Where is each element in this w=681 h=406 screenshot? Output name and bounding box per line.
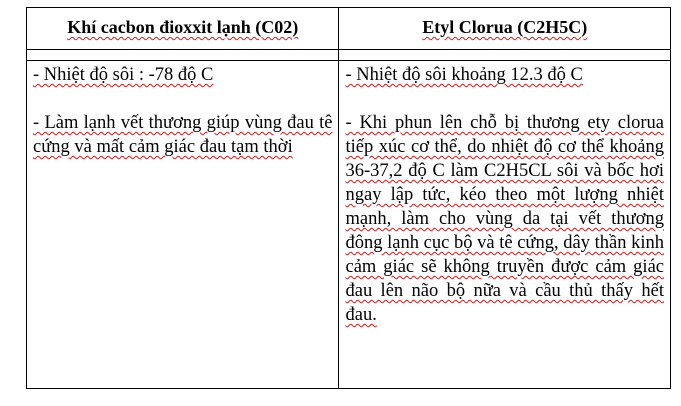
- header-row: [27, 8, 671, 50]
- body-cell-ethyl-chloride: [339, 61, 671, 389]
- paragraph-gap: [345, 87, 664, 111]
- body-cell-co2: [27, 61, 339, 389]
- co2-effect: - Làm lạnh vết thương giúp vùng đau tê cứng và mất cảm giác đau tạm thời: [33, 113, 333, 157]
- spacer-cell-right: [339, 50, 671, 61]
- spacer-cell-left: [27, 50, 339, 61]
- body-row: [27, 61, 671, 389]
- header-co2-title: Khí cacbon đioxxit lạnh (C02): [67, 17, 299, 37]
- header-ethyl-chloride-title: Etyl Clorua (C2H5C): [422, 17, 588, 37]
- spacer-row: [27, 50, 671, 61]
- ethyl-chloride-effect: - Khi phun lên chỗ bị thương ety clorua tiếp xúc cơ thể, do nhiệt độ cơ thể khoảng 36-37,2 độ C làm C2H5CL sôi và bốc hơi ngay lập tức, kéo theo một lượng nhiệt mạnh, làm cho vùng da tại vết thương đông lạnh cục bộ và tê cứng, dây thần kinh cảm giác sẽ không truyền được cảm giác đau lên não bộ nữa và cầu thủ thấy hết đau.: [345, 113, 664, 325]
- paragraph-gap: [33, 87, 332, 111]
- comparison-table: [26, 7, 671, 389]
- header-cell-ethyl-chloride: [339, 8, 671, 50]
- header-cell-co2: [27, 8, 339, 50]
- ethyl-chloride-boiling-point: - Nhiệt độ sôi khoảng 12.3 độ C: [345, 65, 583, 85]
- co2-boiling-point: - Nhiệt độ sôi : -78 độ C: [33, 65, 214, 85]
